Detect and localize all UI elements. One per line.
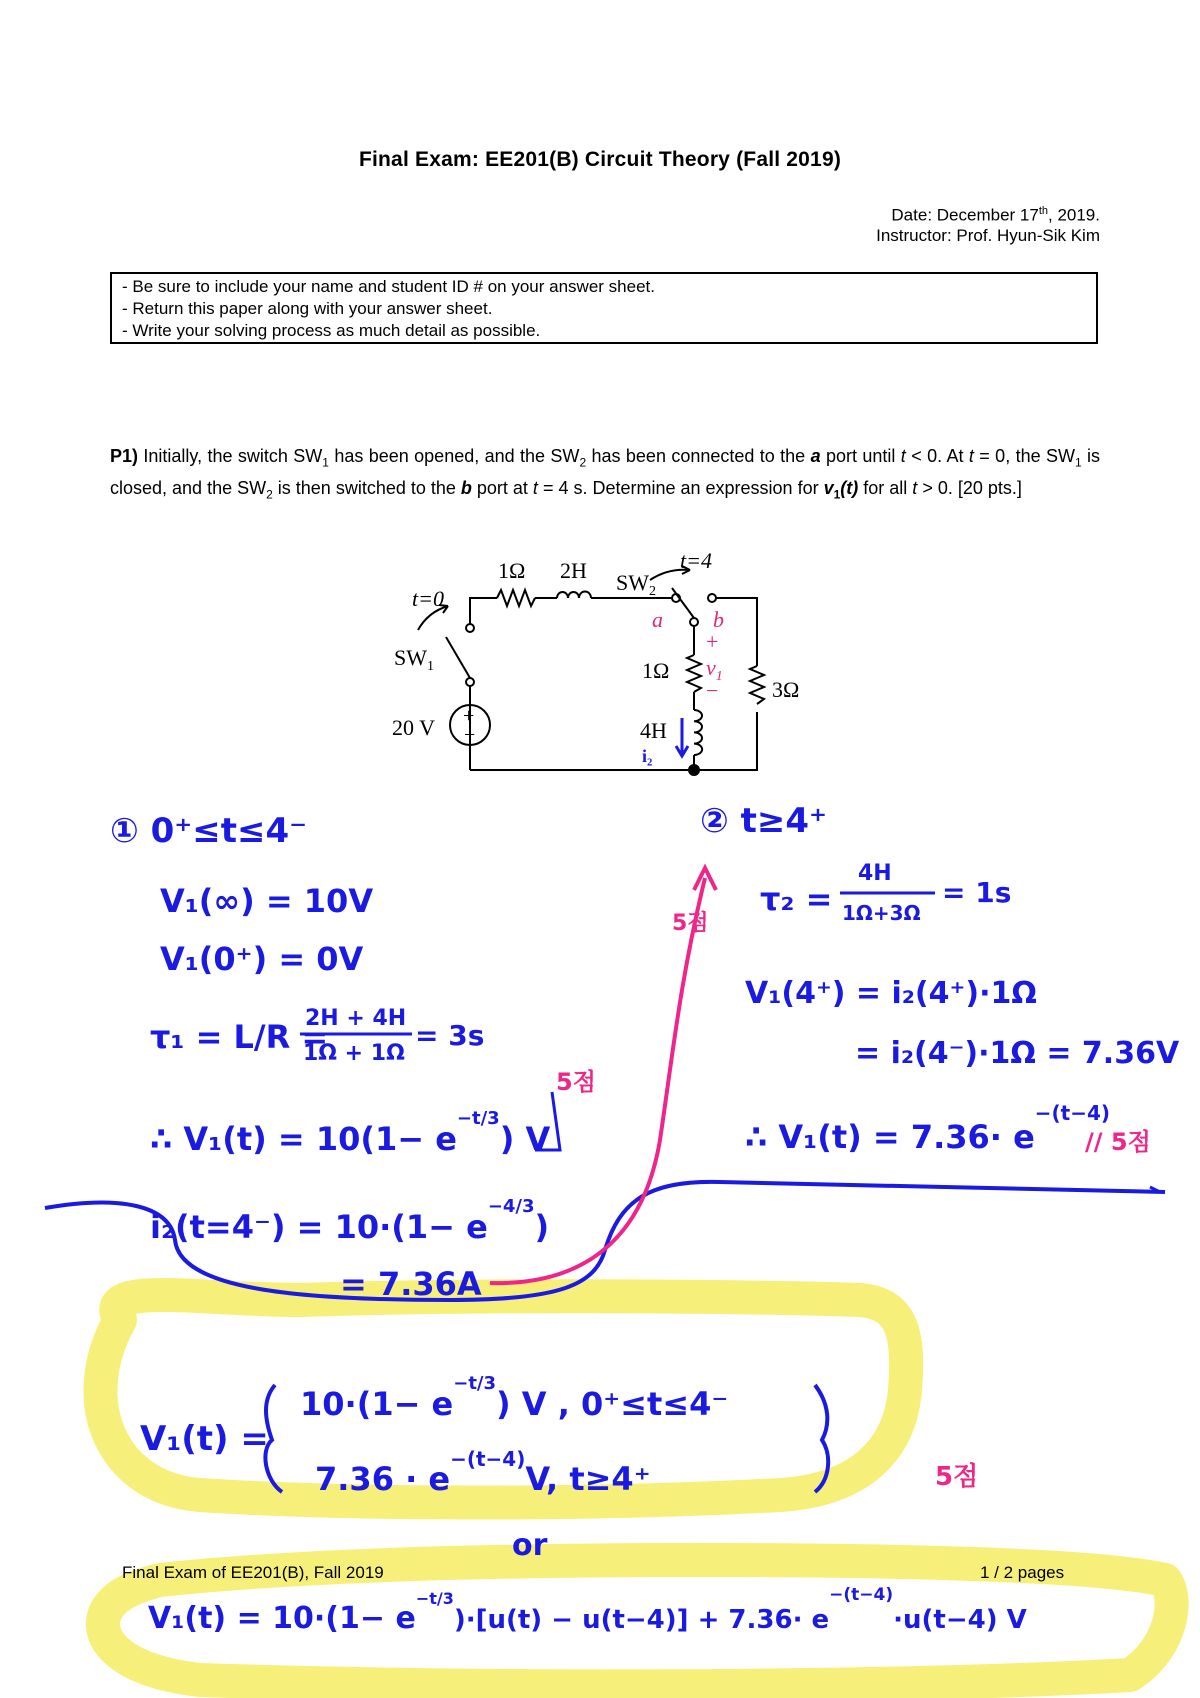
- hw-tau1-num: 2H + 4H: [305, 1006, 407, 1031]
- instruction-line: - Be sure to include your name and student ID # on your answer sheet.: [122, 277, 655, 296]
- hw-v1-4minus: = i₂(4⁻)·1Ω = 7.36V: [855, 1036, 1180, 1071]
- case1-heading: ① 0⁺≤t≤4⁻: [110, 811, 308, 851]
- switch-terminal: [690, 618, 698, 626]
- hw-tau1-res: = 3s: [415, 1019, 485, 1052]
- hw-i2-result: = 7.36A: [340, 1265, 482, 1303]
- hw-v1-0: V₁(0⁺) = 0V: [160, 940, 364, 978]
- exam-instructor: Instructor: Prof. Hyun-Sik Kim: [876, 226, 1100, 245]
- switch-sw2-blade: [672, 588, 694, 618]
- label-r1: 1Ω: [498, 558, 526, 583]
- switch-sw1-blade: [446, 637, 470, 678]
- label-port-b: b: [713, 607, 724, 632]
- points-mark: 5점: [556, 1068, 596, 1096]
- transfer-arrow: [490, 878, 705, 1283]
- circuit-labels: [392, 548, 799, 766]
- switch-terminal: [466, 624, 474, 632]
- label-l2: 4H: [640, 718, 667, 743]
- hw-tau2-den: 1Ω+3Ω: [842, 901, 921, 925]
- label-i2: i₂: [642, 746, 653, 766]
- label-plus: +: [706, 629, 719, 654]
- label-l1: 2H: [560, 558, 587, 583]
- hw-tau2-num: 4H: [858, 861, 892, 886]
- problem-statement: P1) Initially, the switch $SW_1$ has been opened, and the $SW_2$ has been connected to the a port until t < 0. At t = 0, the $SW_1$ is closed, and the $SW_2$ is then switched to the b port at t = 4 s. Determine an expression for $v_1(t)$ for all t > 0. [20 pts.]: [110, 446, 1101, 502]
- hw-or: or: [512, 1528, 548, 1563]
- switch-terminal: [708, 594, 716, 602]
- exam-title: Final Exam: EE201(B) Circuit Theory (Fall 2019): [358, 148, 842, 171]
- label-sw1: $SW_1$: [394, 645, 434, 674]
- label-r3: 3Ω: [772, 677, 800, 702]
- wire: [470, 712, 757, 770]
- label-v1: $v_1$: [706, 655, 723, 684]
- hw-v1t-case2: ∴ $V_1(t) = 7.36\cdot e^{-(t-4)}$: [745, 1101, 1111, 1156]
- resistor-1ohm: [497, 590, 535, 606]
- label-source: 20 V: [392, 715, 435, 740]
- points-mark: 5점: [672, 911, 709, 936]
- inductor-4h: [694, 710, 702, 755]
- hw-tau2: τ₂ =: [760, 880, 833, 918]
- footer-left: Final Exam of EE201(B), Fall 2019: [122, 1563, 384, 1582]
- instruction-line: - Return this paper along with your answer sheet.: [122, 299, 493, 318]
- label-r2: 1Ω: [642, 658, 670, 683]
- hw-tau1-den: 1Ω + 1Ω: [303, 1041, 405, 1066]
- instruction-line: - Write your solving process as much detail as possible.: [122, 321, 541, 340]
- label-t0: t=0: [412, 586, 444, 611]
- case2-heading: ② t≥4⁺: [700, 801, 827, 841]
- page-number: 1 / 2 pages: [980, 1563, 1065, 1582]
- label-source-minus: −: [464, 724, 476, 746]
- hw-alt-expression: $V_1(t) = 10\cdot(1- e^{-t/3})\cdot[u(t) - u(t-4)] + 7.36\cdot e^{-(t-4)}\cdot u(t-4)$ V: [148, 1585, 1027, 1636]
- label-t4: t=4: [680, 548, 712, 573]
- node-dot: [689, 765, 699, 775]
- hw-final-line1: $10\cdot(1- e^{-t/3})$ V , 0⁺≤t≤4⁻: [300, 1373, 729, 1423]
- hw-v1-inf: V₁(∞) = 10V: [160, 882, 374, 920]
- inductor-2h: [557, 591, 591, 598]
- exam-date: Date: December 17th, 2019.: [891, 205, 1100, 225]
- label-port-a: a: [652, 607, 663, 632]
- resistor-1ohm-vertical: [687, 655, 701, 692]
- label-sw2: $SW_2$: [616, 570, 656, 599]
- hw-i2-value: $i_2(t=4^-) = 10\cdot(1- e^{-4/3})$: [150, 1196, 550, 1246]
- resistor-3ohm: [750, 666, 764, 704]
- hw-tau2-res: = 1s: [942, 876, 1012, 909]
- points-mark: // 5점: [1085, 1128, 1151, 1156]
- hw-tau1: τ₁ = L/R =: [150, 1018, 329, 1056]
- hw-final-line2: $7.36 \cdot e^{-(t-4)}V$, t≥4⁺: [315, 1447, 651, 1498]
- label-source-plus: +: [463, 705, 475, 727]
- points-mark: 5점: [935, 1462, 979, 1492]
- switch-terminal: [466, 678, 474, 686]
- hw-v1t-case1: ∴ $V_1(t) = 10(1- e^{-t/3})$ V: [150, 1108, 551, 1158]
- hw-final-lhs: V₁(t) =: [140, 1419, 269, 1459]
- hw-v1-4plus: V₁(4⁺) = i₂(4⁺)·1Ω: [745, 976, 1037, 1011]
- label-minus: −: [706, 678, 719, 703]
